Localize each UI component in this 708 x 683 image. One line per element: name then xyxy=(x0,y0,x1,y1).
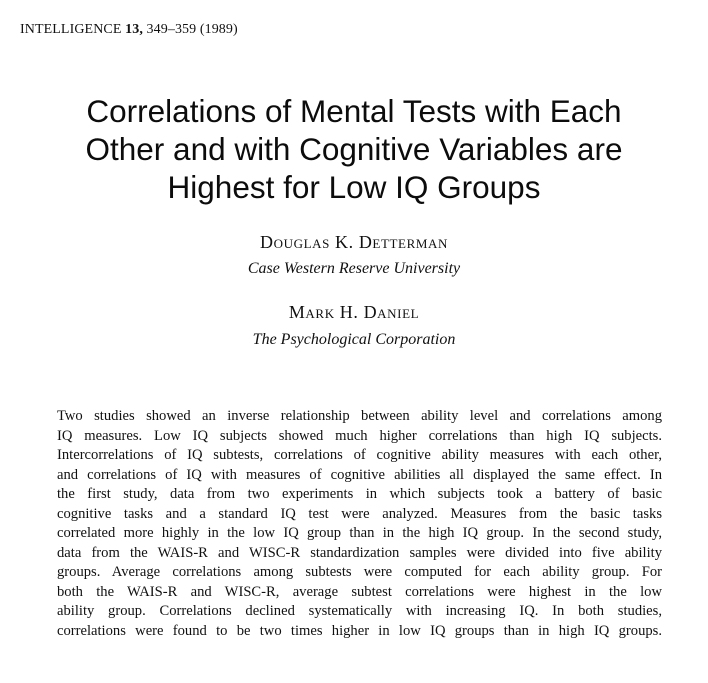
abstract xyxy=(57,407,662,641)
abstract-line: cognitive tasks and a standard IQ test were analyzed. Measures from the basic tasks xyxy=(57,505,662,522)
author-name: Douglas K. Detterman xyxy=(260,232,448,252)
paper-title xyxy=(20,92,688,206)
author-affiliation: Case Western Reserve University xyxy=(247,260,461,277)
abstract-line: and correlations of IQ with measures of cognitive abilities all displayed the same effect. In xyxy=(57,466,662,483)
abstract-line: the first study, data from two experiments in which subjects took a battery of basic xyxy=(57,486,662,502)
author-affiliation: The Psychological Corporation xyxy=(252,331,456,348)
abstract-line: correlated more highly in the low IQ group than in the high IQ group. In the second study, xyxy=(57,525,662,541)
abstract-line: data from the WAIS-R and WISC-R standardization samples were divided into five ability xyxy=(57,544,662,561)
author-name: Mark H. Daniel xyxy=(288,302,420,322)
journal-pages: 349–359 (1989) xyxy=(146,22,238,37)
abstract-line: Two studies showed an inverse relationship between ability level and correlations among xyxy=(57,408,662,424)
title-line: Other and with Cognitive Variables are xyxy=(85,131,623,167)
abstract-line: both the WAIS-R and WISC-R, average subtest correlations were highest in the low xyxy=(57,583,662,600)
title-line: Highest for Low IQ Groups xyxy=(167,169,541,205)
title-line: Correlations of Mental Tests with Each xyxy=(86,93,622,129)
abstract-line: groups. Average correlations among subtests were computed for each ability group. For xyxy=(57,564,662,580)
abstract-line: Intercorrelations of IQ subtests, correlations of cognitive ability measures with each other, xyxy=(57,447,662,463)
abstract-line: ability group. Correlations declined systematically with increasing IQ. In both studies, xyxy=(57,603,662,619)
running-head xyxy=(20,22,238,38)
abstract-line: IQ measures. Low IQ subjects showed much higher correlations than high IQ subjects. xyxy=(57,427,662,444)
journal-volume: 13, xyxy=(125,22,143,37)
abstract-line: correlations were found to be two times higher in low IQ groups than in high IQ groups. xyxy=(57,622,662,639)
journal-name: INTELLIGENCE xyxy=(20,22,122,37)
